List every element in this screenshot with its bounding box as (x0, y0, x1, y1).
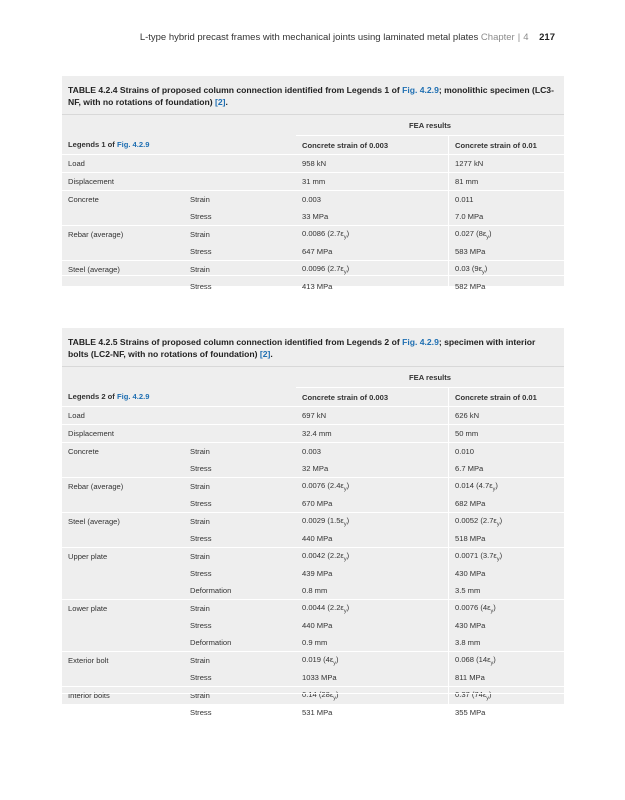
value-001: 3.8 mm (455, 638, 481, 647)
value-0003: 697 kN (296, 407, 449, 425)
row-sublabel: Strain (184, 261, 296, 279)
row-label (62, 460, 184, 478)
value-001: 430 MPa (455, 569, 486, 578)
value-0003: 32.4 mm (296, 425, 449, 443)
value-0003: 440 MPa (296, 530, 449, 548)
value-0003: 33 MPa (296, 208, 449, 226)
table-row (62, 226, 564, 244)
table-row (62, 443, 564, 461)
legend-header: Legends 2 of Fig. 4.2.9 (62, 388, 296, 407)
value-001: 0.010 (449, 443, 565, 461)
value-001: 0.0071 $(3.7\varepsilon_y)$ (449, 548, 565, 566)
value-001: 0.011 (449, 191, 565, 209)
column-header-row (62, 388, 564, 407)
value-001: 0.068 $(14\varepsilon_y)$ (449, 652, 565, 670)
running-header (70, 32, 555, 43)
row-label: Rebar (average) (62, 478, 184, 496)
caption-text: ; specimen with interior bolts (LC2-NF, with no rotations of foundation) (68, 337, 536, 359)
table-4-2-5 (62, 328, 564, 717)
value-001: 582 MPa (455, 282, 486, 291)
value-0003: 0.003 (296, 443, 449, 461)
data-table (62, 115, 564, 295)
row-label (62, 617, 184, 634)
value-001: 626 kN (449, 407, 565, 425)
value-001: 0.027 $(8\varepsilon_y)$ (449, 226, 565, 244)
row-sublabel: Strain (184, 652, 296, 670)
col-header-0003: Concrete strain of 0.003 (296, 388, 449, 407)
value-001: 81 mm (449, 173, 565, 191)
row-label: Load (62, 407, 184, 425)
figure-link[interactable]: Fig. 4.2.9 (402, 85, 439, 95)
value-0003: 440 MPa (296, 617, 449, 634)
row-sublabel (184, 173, 296, 191)
table-row (62, 669, 564, 687)
value-0003: 0.0096 $(2.7\varepsilon_y)$ (296, 261, 449, 279)
table-row (62, 173, 564, 191)
table-row (62, 208, 564, 226)
table-row (62, 407, 564, 425)
row-label: Interior bolts (62, 687, 184, 705)
row-label: Steel (average) (62, 513, 184, 531)
value-0003: 0.019 $(4\varepsilon_y)$ (296, 652, 449, 670)
value-0003: 531 MPa (296, 704, 449, 721)
value-0003: 0.003 (296, 191, 449, 209)
data-table (62, 367, 564, 721)
row-sublabel: Strain (184, 443, 296, 461)
table-row (62, 155, 564, 173)
table-row (62, 478, 564, 496)
row-label (62, 634, 184, 652)
legend-header: Legends 1 of Fig. 4.2.9 (62, 136, 296, 155)
col-header-001: Concrete strain of 0.01 (449, 136, 565, 155)
row-sublabel (184, 407, 296, 425)
table-row (62, 704, 564, 721)
fea-results-header: FEA results (296, 367, 564, 388)
value-0003: 0.9 mm (296, 634, 449, 652)
value-001: 430 MPa (455, 621, 486, 630)
row-sublabel: Strain (184, 226, 296, 244)
table-row (62, 530, 564, 548)
running-title: L-type hybrid precast frames with mechanical joints using laminated metal plates (139, 32, 479, 43)
row-label (62, 208, 184, 226)
table-4-2-4 (62, 76, 564, 291)
value-001: 0.014 $(4.7\varepsilon_y)$ (449, 478, 565, 496)
value-001: 1277 kN (449, 155, 565, 173)
row-sublabel: Stress (190, 621, 212, 630)
value-001: 518 MPa (455, 534, 486, 543)
row-label (62, 669, 184, 687)
caption-text: ; monolithic specimen (LC3-NF, with no rotations of foundation) (68, 85, 554, 107)
table-row (62, 460, 564, 478)
row-sublabel: Stress (190, 673, 212, 682)
value-0003: 413 MPa (296, 278, 449, 295)
table-row (62, 565, 564, 582)
row-sublabel: Stress (190, 534, 212, 543)
fea-header-row (62, 115, 564, 136)
row-label: Exterior bolt (62, 652, 184, 670)
value-0003: 670 MPa (296, 495, 449, 513)
row-label: Displacement (62, 425, 184, 443)
caption-text: . (225, 97, 228, 107)
table-row (62, 548, 564, 566)
row-label (62, 243, 184, 261)
value-001: 0.0052 $(2.7\varepsilon_y)$ (449, 513, 565, 531)
table-row (62, 495, 564, 513)
value-001: 6.7 MPa (455, 464, 484, 473)
figure-link[interactable]: Fig. 4.2.9 (402, 337, 439, 347)
table-caption (62, 76, 564, 115)
row-sublabel: Deformation (190, 638, 232, 647)
table-row (62, 243, 564, 261)
value-0003: 32 MPa (296, 460, 449, 478)
value-0003: 0.14 $(28\varepsilon_y)$ (296, 687, 449, 705)
row-label: Upper plate (62, 548, 184, 566)
row-sublabel (184, 425, 296, 443)
row-label: Lower plate (62, 600, 184, 618)
value-001: 583 MPa (455, 247, 486, 256)
fea-results-header: FEA results (296, 115, 564, 136)
value-0003: 0.0029 $(1.5\varepsilon_y)$ (296, 513, 449, 531)
row-sublabel: Stress (190, 247, 212, 256)
value-001: 7.0 MPa (455, 212, 484, 221)
row-sublabel: Strain (184, 600, 296, 618)
row-label (62, 530, 184, 548)
table-row (62, 191, 564, 209)
value-001: 355 MPa (455, 708, 486, 717)
row-label (62, 565, 184, 582)
value-001: 0.37 $(74\varepsilon_y)$ (449, 687, 565, 705)
row-label: Concrete (62, 443, 184, 461)
value-001: 50 mm (449, 425, 565, 443)
row-label: Concrete (62, 191, 184, 209)
table-row (62, 600, 564, 618)
row-sublabel: Strain (184, 513, 296, 531)
caption-text: TABLE 4.2.5 Strains of proposed column connection identified from Legends 2 of (68, 337, 403, 347)
row-label (62, 704, 184, 721)
value-001: 3.5 mm (455, 586, 481, 595)
row-sublabel (184, 155, 296, 173)
table-footer-band (62, 693, 564, 704)
row-label: Steel (average) (62, 261, 184, 279)
value-0003: 1033 MPa (296, 669, 449, 687)
value-0003: 0.8 mm (296, 582, 449, 600)
row-sublabel: Strain (184, 478, 296, 496)
row-label: Rebar (average) (62, 226, 184, 244)
value-0003: 439 MPa (296, 565, 449, 582)
value-0003: 958 kN (296, 155, 449, 173)
figure-link[interactable]: Fig. 4.2.9 (116, 392, 150, 402)
chapter-separator: | (517, 32, 521, 43)
figure-link[interactable]: Fig. 4.2.9 (116, 140, 150, 150)
row-sublabel: Strain (184, 548, 296, 566)
value-0003: 0.0042 $(2.2\varepsilon_y)$ (296, 548, 449, 566)
row-sublabel: Stress (190, 212, 212, 221)
value-0003: 0.0086 $(2.7\varepsilon_y)$ (296, 226, 449, 244)
row-label: Displacement (62, 173, 184, 191)
value-0003: 647 MPa (296, 243, 449, 261)
table-row (62, 617, 564, 634)
row-sublabel: Stress (190, 708, 212, 717)
col-header-001: Concrete strain of 0.01 (449, 388, 565, 407)
row-sublabel: Strain (184, 191, 296, 209)
reference-link[interactable]: [2] (259, 349, 271, 359)
row-sublabel: Stress (190, 569, 212, 578)
row-label (62, 582, 184, 600)
reference-link[interactable]: [2] (215, 97, 226, 107)
table-footer-band (62, 275, 564, 286)
value-0003: 31 mm (296, 173, 449, 191)
table-row (62, 513, 564, 531)
table-row (62, 582, 564, 600)
row-sublabel: Strain (184, 687, 296, 705)
page-number: 217 (539, 32, 555, 43)
row-sublabel: Stress (190, 464, 212, 473)
row-sublabel: Stress (190, 282, 212, 291)
value-001: 811 MPa (455, 673, 485, 682)
value-001: 0.03 $(9\varepsilon_y)$ (449, 261, 565, 279)
table-row (62, 634, 564, 652)
row-label: Load (62, 155, 184, 173)
value-001: 682 MPa (455, 499, 486, 508)
chapter-label: Chapter (480, 32, 515, 43)
row-sublabel: Stress (190, 499, 212, 508)
chapter-number: 4 (523, 32, 529, 43)
value-001: 0.0076 $(4\varepsilon_y)$ (449, 600, 565, 618)
table-row (62, 652, 564, 670)
fea-header-row (62, 367, 564, 388)
row-label (62, 495, 184, 513)
col-header-0003: Concrete strain of 0.003 (296, 136, 449, 155)
column-header-row (62, 136, 564, 155)
value-0003: 0.0044 $(2.2\varepsilon_y)$ (296, 600, 449, 618)
table-caption (62, 328, 564, 367)
caption-text: TABLE 4.2.4 Strains of proposed column connection identified from Legends 1 of (68, 85, 403, 95)
row-sublabel: Deformation (190, 586, 232, 595)
value-0003: 0.0076 $(2.4\varepsilon_y)$ (296, 478, 449, 496)
caption-text: . (270, 349, 273, 359)
table-row (62, 425, 564, 443)
